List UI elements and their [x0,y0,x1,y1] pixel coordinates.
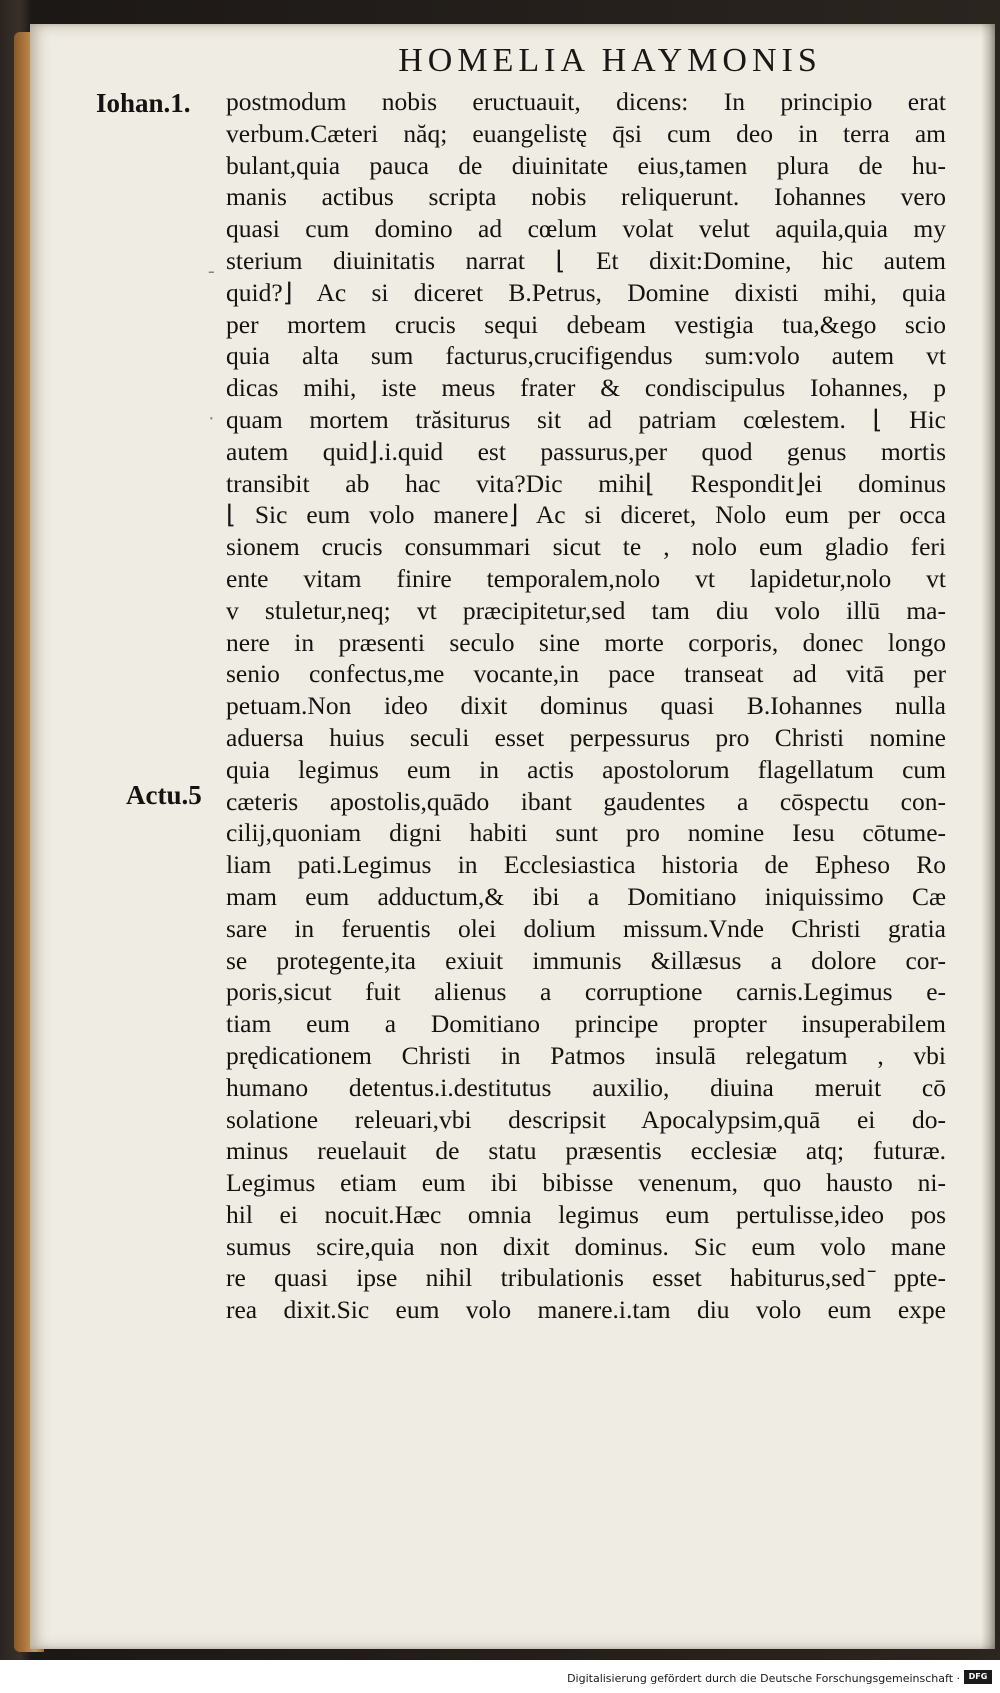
margin-mark: - [208,260,215,282]
text-line: sumus scire,quia non dixit dominus. Sic eum volo mane [226,1231,946,1261]
text-line: manis actibus scripta nobis reliquerunt. Iohannes vero [226,182,946,212]
text-line: transibit ab hac vita?Dic mihi⌊ Respondit⌋ei dominus [226,468,946,498]
text-line: senio confectus,me vocante,in pace transeat ad vitā per [226,659,946,689]
text-line: cilij,quoniam digni habiti sunt pro nomine Iesu cōtume- [226,818,946,848]
text-line: hil ei nocuit.Hæc omnia legimus eum pertulisse,ideo pos [226,1199,946,1229]
text-line: cæteris apostolis,quādo ibant gaudentes a cōspectu con- [226,786,946,816]
digitization-credit: Digitalisierung gefördert durch die Deutsche Forschungsgemeinschaft · [567,1672,960,1685]
text-line: dicas mihi, iste meus frater & condiscipulus Iohannes, p [226,373,946,403]
marginal-reference-2: Actu.5 [126,780,202,810]
text-line: mam eum adductum,& ibi a Domitiano iniquissimo Cæ [226,881,946,911]
text-line: minus reuelauit de statu præsentis ecclesiæ atq; futuræ. [226,1136,946,1166]
marginal-reference-1: Iohan.1. [96,88,191,118]
body-text [226,86,946,1326]
text-line: postmodum nobis eructuauit, dicens: In principio erat [226,87,946,116]
text-line: prędicationem Christi in Patmos insulā relegatum , vbi [226,1040,946,1070]
text-line: quam mortem trăsiturus sit ad patriam cœlestem. ⌊ Hic [226,404,946,434]
text-line: ente vitam finire temporalem,nolo vt lapidetur,nolo vt [226,563,946,593]
text-line: quid?⌋ Ac si diceret B.Petrus, Domine dixisti mihi, quia [226,277,946,307]
text-line: verbum.Cæteri năq; euangelistę q̄si cum deo in terra am [226,118,946,148]
text-line: sterium diuinitatis narrat ⌊ Et dixit:Domine, hic autem [226,245,946,275]
text-line: v stuletur,neq; vt præcipitetur,sed tam diu volo illū ma- [226,595,946,625]
text-line: liam pati.Legimus in Ecclesiastica historia de Epheso Ro [226,850,946,880]
text-line: aduersa huius seculi esset perpessurus pro Christi nomine [226,722,946,752]
text-line: sare in feruentis olei dolium missum.Vnde Christi gratia [226,913,946,943]
margin-mark: · [208,408,215,430]
running-head: HOMELIA HAYMONIS [398,42,822,79]
text-line: solatione releuari,vbi descripsit Apocalypsim,quā ei do- [226,1104,946,1134]
text-line: sionem crucis consummari sicut te , nolo eum gladio feri [226,532,946,562]
text-line: re quasi ipse nihil tribulationis esset habiturus,sed ̄ppte- [226,1263,946,1293]
text-line: quia alta sum facturus,crucifigendus sum:volo autem vt [226,341,946,371]
text-line: tiam eum a Domitiano principe propter insuperabilem [226,1009,946,1039]
text-line: nere in præsenti seculo sine morte corporis, donec longo [226,627,946,657]
text-line: Legimus etiam eum ibi bibisse venenum, quo hausto ni- [226,1168,946,1198]
text-line: quasi cum domino ad cœlum volat velut aquila,quia my [226,214,946,244]
text-line: autem quid⌋.i.quid est passurus,per quod genus mortis [226,436,946,466]
text-line: ⌊ Sic eum volo manere⌋ Ac si diceret, Nolo eum per occa [226,500,946,530]
dfg-logo-icon: DFG [964,1670,992,1684]
text-line: humano detentus.i.destitutus auxilio, diuina meruit cō [226,1072,946,1102]
text-line: bulant,quia pauca de diuinitate eius,tamen plura de hu- [226,150,946,180]
text-line: se protegente,ita exiuit immunis &illæsus a dolore cor- [226,945,946,975]
text-line: quia legimus eum in actis apostolorum flagellatum cum [226,754,946,784]
page-gutter-shadow [981,24,995,1649]
text-line: per mortem crucis sequi debeam vestigia tua,&ego scio [226,309,946,339]
text-line: petuam.Non ideo dixit dominus quasi B.Iohannes nulla [226,691,946,721]
text-line: rea dixit.Sic eum volo manere.i.tam diu volo eum expe [226,1295,946,1325]
text-line: poris,sicut fuit alienus a corruptione carnis.Legimus e- [226,977,946,1007]
